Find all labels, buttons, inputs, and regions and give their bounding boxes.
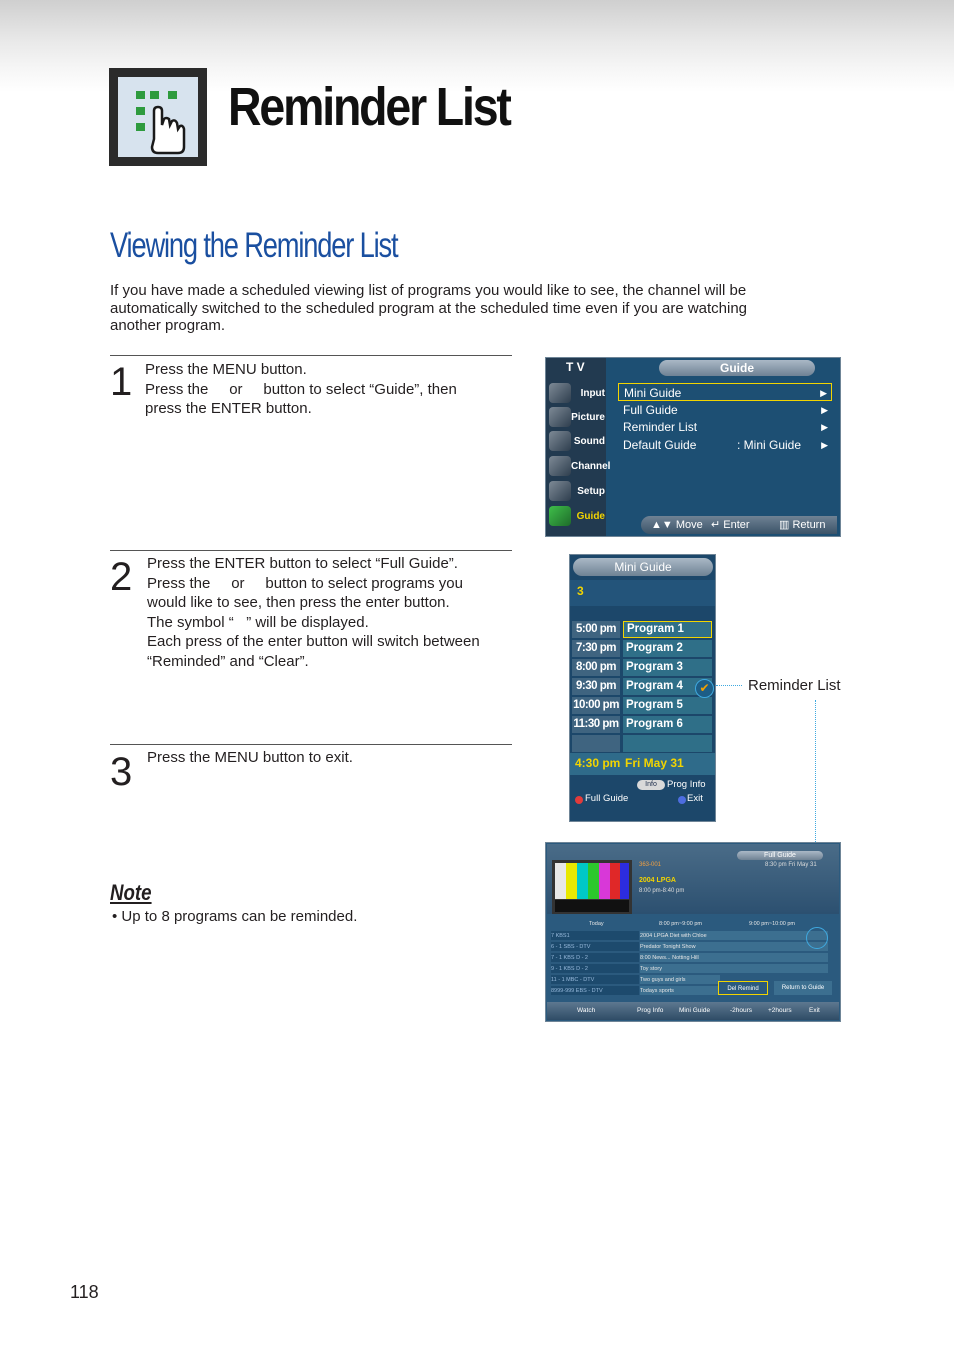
list-item[interactable]: 9:30 pm Program 4 (570, 678, 715, 695)
del-remind-button[interactable]: Del Remind (718, 981, 768, 995)
arrow-right-icon: ▶ (821, 405, 828, 415)
step-1-text: Press the MENU button. Press the or button to select “Guide”, then press the ENTER button. (145, 361, 457, 417)
red-button-icon (575, 796, 583, 804)
callout-label: Reminder List (748, 677, 841, 694)
sidebar-item-sound[interactable]: Sound (549, 430, 605, 452)
tv-label: T V (566, 360, 585, 374)
guide-icon (549, 506, 571, 526)
blue-button-icon (678, 796, 686, 804)
step-divider (110, 550, 512, 551)
reminder-highlight-circle (806, 927, 828, 949)
menu-item-reminder-list[interactable]: Reminder List ▶ (623, 420, 828, 434)
table-header: Today 8:00 pm~9:00 pm 9:00 pm~10:00 pm (589, 921, 796, 927)
arrow-right-icon: ▶ (821, 422, 828, 432)
watch-hint: Watch (577, 1007, 596, 1014)
prog-info-hint: Prog Info (637, 1007, 664, 1014)
minus-2-hours-hint: -2hours (730, 1007, 753, 1014)
sidebar-item-input[interactable]: Input (549, 382, 605, 404)
sound-icon (549, 431, 571, 451)
table-row[interactable]: 8999-999 EBS - DTV Todays sports (549, 986, 837, 996)
return-hint: ▥ Return (779, 519, 826, 531)
table-row[interactable]: 6 - 1 SBS - DTV Predator Tonight Show (549, 942, 837, 952)
arrow-right-icon: ▶ (821, 440, 828, 450)
step-3-text: Press the MENU button to exit. (147, 749, 353, 766)
return-to-guide-button[interactable]: Return to Guide (774, 981, 832, 995)
hand-pointer-icon (109, 68, 207, 166)
mini-guide-hint: Mini Guide (679, 1007, 711, 1014)
channel-number: 3 (570, 580, 715, 606)
arrow-right-icon: ▶ (820, 388, 827, 398)
full-guide-screen (545, 842, 841, 1022)
guide-preview-area (547, 844, 839, 914)
osd-footer (641, 516, 837, 534)
enter-hint: ↵ Enter (711, 519, 750, 531)
sidebar-item-setup[interactable]: Setup (549, 480, 605, 502)
input-icon (549, 383, 571, 403)
callout-line (716, 685, 742, 686)
menu-item-mini-guide[interactable]: Mini Guide ▶ (618, 383, 832, 401)
step-divider (110, 744, 512, 745)
reminder-check-icon: ✔ (695, 679, 714, 698)
list-item[interactable]: 8:00 pm Program 3 (570, 659, 715, 676)
mini-guide-screen (569, 554, 716, 822)
table-row[interactable]: 7 - 1 KBS D - 2 8:00 News... Notting Hill (549, 953, 837, 963)
table-row[interactable]: 9 - 1 KBS D - 2 Toy story (549, 964, 837, 974)
step-number: 3 (110, 750, 133, 794)
osd-header: Guide (659, 360, 815, 376)
setup-icon (549, 481, 571, 501)
list-item[interactable] (570, 735, 715, 752)
sidebar-item-picture[interactable]: Picture (549, 406, 605, 428)
exit-hint: Exit (687, 793, 703, 804)
program-time: 8:00 pm-8:40 pm (639, 888, 685, 894)
tv-preview-color-bars (552, 860, 632, 914)
step-2-text: Press the ENTER button to select “Full Guide”. Press the or button to select programs you would like to see, then press the enter button. The symbol “ ” will be displayed. Each press of the enter button will switch between “Reminded” and “Clear”. (147, 555, 480, 670)
list-item[interactable]: 5:00 pm Program 1 (570, 621, 715, 638)
list-item[interactable]: 11:30 pm Program 6 (570, 716, 715, 733)
channel-icon (549, 456, 571, 476)
osd-footer (547, 1002, 839, 1020)
intro-paragraph: If you have made a scheduled viewing list of programs you would like to see, the channel will be automatically switched to the scheduled program at the scheduled time even if you are watching another program. (110, 282, 748, 334)
menu-item-default-guide[interactable]: Default Guide : Mini Guide ▶ (623, 438, 828, 452)
menu-item-full-guide[interactable]: Full Guide ▶ (623, 403, 828, 417)
sidebar-item-guide[interactable]: Guide (549, 505, 605, 527)
osd-sidebar (546, 358, 611, 536)
step-number: 2 (110, 555, 133, 599)
sidebar-item-channel[interactable]: Channel (549, 455, 605, 477)
note-title: Note (110, 880, 152, 905)
picture-icon (549, 407, 571, 427)
header-time: 8:30 pm Fri May 31 (765, 862, 817, 868)
table-row[interactable]: 7 KBS1 2004 LPGA Diet with Chloe (549, 931, 837, 941)
step-divider (110, 355, 512, 356)
note-text: • Up to 8 programs can be reminded. (112, 908, 358, 925)
tv-guide-menu-screen (545, 357, 841, 537)
full-guide-hint: Full Guide (585, 793, 629, 804)
prog-info-hint: Prog Info (667, 779, 706, 790)
page-number: 118 (70, 1282, 99, 1302)
section-title: Viewing the Reminder List (110, 226, 398, 265)
page-title: Reminder List (228, 77, 510, 137)
table-row[interactable]: 11 - 1 MBC - DTV Two guys and girls (549, 975, 837, 985)
info-button-icon: Info (637, 780, 665, 790)
status-date: Fri May 31 (625, 756, 684, 770)
status-time: 4:30 pm (575, 756, 621, 770)
move-hint: ▲▼ Move (651, 519, 703, 531)
program-title: 2004 LPGA (639, 877, 676, 884)
osd-header: Mini Guide (573, 558, 713, 576)
step-number: 1 (110, 360, 133, 404)
list-item[interactable]: 10:00 pm Program 5 (570, 697, 715, 714)
list-item[interactable]: 7:30 pm Program 2 (570, 640, 715, 657)
plus-2-hours-hint: +2hours (768, 1007, 792, 1014)
osd-header: Full Guide (737, 851, 823, 860)
status-bar (570, 753, 715, 775)
channel-id: 363-001 (639, 862, 662, 868)
exit-hint: Exit (809, 1007, 820, 1014)
